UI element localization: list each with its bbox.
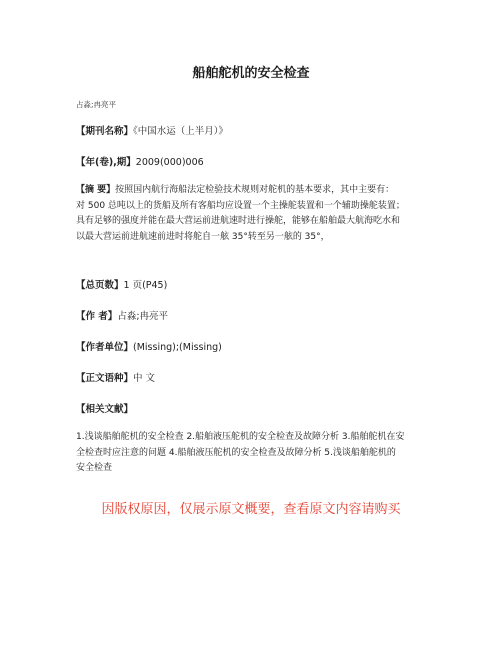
pages-label: 【总页数】	[76, 280, 124, 291]
year-field	[76, 156, 436, 169]
page-title: 船舶舵机的安全检查	[192, 66, 310, 81]
affiliation-field	[76, 341, 436, 354]
abstract-label: 【摘 要】	[76, 185, 116, 195]
authors-line: 占淼;冉亮平	[76, 100, 117, 109]
abstract-line: 具有足够的强度并能在最大营运前进航速时进行操舵，能够在船舶最大航海吃水和	[76, 216, 401, 226]
related-label: 【相关文献】	[76, 404, 134, 415]
related-header	[76, 403, 436, 416]
journal-label: 【期刊名称】	[76, 126, 134, 137]
related-line: 全检查时应注意的问题 4.船舶液压舵机的安全检查及故障分析 5.浅谈船舶舵机的	[76, 447, 396, 458]
author-value: 占淼;冉亮平	[117, 311, 169, 322]
language-field	[76, 372, 436, 385]
copyright-notice: 因版权原因，仅展示原文概要，查看原文内容请购买	[101, 502, 401, 517]
related-line: 安全检查	[76, 463, 113, 473]
abstract-line: 对 500 总吨以上的货船及所有客船均应设置一个主操舵装置和一个辅助操舵装置；	[76, 200, 405, 211]
year-label: 【年(卷),期】	[76, 157, 136, 168]
related-line: 1.浅谈船舶舵机的安全检查 2.船舶液压舵机的安全检查及故障分析 3.船舶舵机在安	[76, 432, 405, 442]
abstract-block	[76, 183, 436, 245]
author-label: 【作 者】	[76, 311, 118, 322]
affiliation-label: 【作者单位】	[76, 342, 134, 353]
pages-value: 1 页(P45)	[123, 280, 168, 291]
journal-value: 《中国水运（上半月）》	[133, 126, 229, 137]
pages-field	[76, 279, 436, 292]
abstract-line: 以最大营运前进航速前进时将舵自一舷 35°转至另一舷的 35°，	[76, 231, 330, 242]
related-list	[76, 430, 436, 477]
affiliation-value: (Missing);(Missing)	[133, 342, 222, 353]
language-label: 【正文语种】	[76, 373, 134, 384]
year-value: 2009(000)006	[135, 157, 204, 168]
author-field	[76, 310, 436, 323]
abstract-line: 【摘 要】按照国内航行海船法定检验技术规则对舵机的基本要求，其中主要有：	[76, 185, 395, 195]
language-value: 中 文	[133, 373, 156, 384]
journal-field	[76, 125, 436, 138]
